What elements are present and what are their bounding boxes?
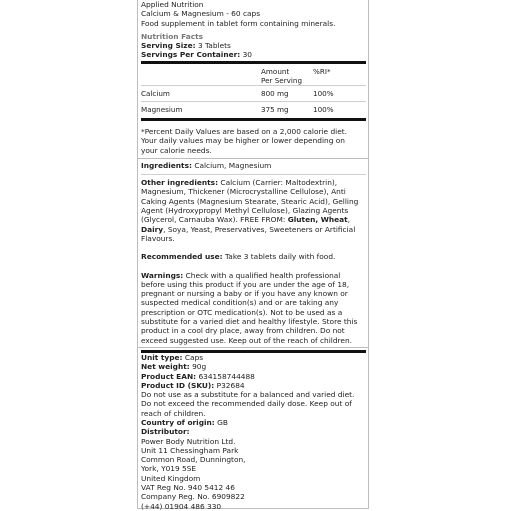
unit-type-value: Caps: [184, 352, 204, 362]
col-amount: Amount: [261, 66, 290, 76]
brand-name: Applied Nutrition: [141, 0, 204, 9]
ingredients: [141, 161, 366, 170]
nutrient-row: [141, 86, 366, 100]
product-label: [137, 0, 369, 509]
usage-notice: Do not use as a substitute for a balanced and varied diet. Do not exceed the recommended daily dose. Keep out of reach of children.: [141, 390, 355, 418]
distributor-line: VAT Reg No. 940 5412 46: [141, 483, 235, 493]
product-name: Calcium & Magnesium - 60 caps: [141, 9, 261, 19]
col-per-serving: Per Serving: [261, 76, 303, 86]
country-of-origin: [141, 418, 366, 427]
nutrient-name: Calcium: [141, 89, 170, 99]
nutrient-row: [141, 102, 366, 116]
unit-type: [141, 353, 366, 362]
col-ri: %RI*: [313, 66, 331, 76]
nutrient-ri: 100%: [313, 104, 334, 114]
distributor-line: Unit 11 Chessingham Park: [141, 445, 239, 455]
distributor-label: Distributor:: [141, 427, 190, 437]
nutrient-amount: 375 mg: [261, 104, 289, 114]
distributor-line: York, Y019 5SE: [141, 464, 197, 474]
sku-value: P32684: [216, 380, 245, 390]
nutrition-facts-title: Nutrition Facts: [141, 31, 204, 41]
distributor-line: (+44) 01904 486 330: [141, 501, 222, 511]
unit-type-label: Unit type:: [141, 352, 183, 362]
recommended-use-label: Recommended use:: [141, 252, 223, 262]
warnings-text: Check with a qualified health professional before using this product if you are under the age of 18, pregnant or nursing a baby or if you have any known or suspected medical condition(s) and or are taking any prescription or OTC medication(s). Not to be used as a substitute for a varied diet and healthy lifestyle. Store this product in a cool dry place, away from children. Do not exceed suggested use. Keep out of the reach of children.: [141, 270, 358, 345]
distributor-line: Common Road, Dunnington,: [141, 455, 246, 465]
free-from-sep: ,: [347, 215, 351, 225]
serving-size: [141, 41, 366, 50]
distributor-line: Company Reg. No. 6909822: [141, 492, 245, 502]
servings-per-container: [141, 50, 366, 59]
nutrient-name: Magnesium: [141, 104, 183, 114]
distributor-line: United Kingdom: [141, 473, 201, 483]
free-from-tail: , Soya, Yeast, Preservatives, Sweeteners or Artificial Flavours.: [141, 224, 356, 243]
servings-label: Servings Per Container:: [141, 50, 241, 60]
origin-label: Country of origin:: [141, 417, 215, 427]
section-separator: [138, 347, 368, 348]
free-from-gluten-wheat: Gluten, Wheat: [287, 215, 348, 225]
serving-size-label: Serving Size:: [141, 41, 196, 51]
product-ean: [141, 372, 366, 381]
ingredients-label: Ingredients:: [141, 160, 192, 170]
nutrition-table: [141, 64, 366, 116]
distributor-line: Power Body Nutrition Ltd.: [141, 436, 236, 446]
ingredients-value: Calcium, Magnesium: [194, 160, 272, 170]
servings-value: 30: [242, 50, 252, 60]
serving-size-value: 3 Tablets: [197, 41, 231, 51]
sku-label: Product ID (SKU):: [141, 380, 215, 390]
other-ingredients-text: Calcium (Carrier: Maltodextrin), Magnesium, Thickener (Microcrystalline Cellulose), Anti Caking Agents (Magnesium Stearate, Stearic Acid), Gelling Agent (Hydroxypropyl Methyl Cellulose), Glazing Agents (Glycerol, Carnauba Wax). FREE FROM:: [141, 178, 359, 225]
nutrient-amount: 800 mg: [261, 89, 289, 99]
warnings: [141, 271, 366, 345]
ean-label: Product EAN:: [141, 371, 197, 381]
footnote-line: your calorie needs.: [141, 145, 212, 155]
other-ingredients: [141, 178, 366, 243]
product-sku: [141, 381, 366, 390]
product-description: Food supplement in tablet form containing minerals.: [141, 18, 336, 28]
ean-value: 634158744488: [198, 371, 255, 381]
nutrition-header-row: [141, 64, 366, 86]
recommended-use: [141, 252, 366, 261]
net-weight: [141, 362, 366, 371]
warnings-label: Warnings:: [141, 270, 184, 280]
footnote-line: Your daily values may be higher or lower depending on: [141, 136, 345, 146]
other-ingredients-label: Other ingredients:: [141, 178, 219, 188]
footnote-line: *Percent Daily Values are based on a 2,000 calorie diet.: [141, 126, 347, 136]
nutrient-ri: 100%: [313, 89, 334, 99]
net-weight-value: 90g: [192, 362, 207, 372]
origin-value: GB: [217, 417, 228, 427]
net-weight-label: Net weight:: [141, 362, 190, 372]
free-from-dairy: Dairy: [141, 224, 164, 234]
recommended-use-value: Take 3 tablets daily with food.: [225, 252, 336, 262]
